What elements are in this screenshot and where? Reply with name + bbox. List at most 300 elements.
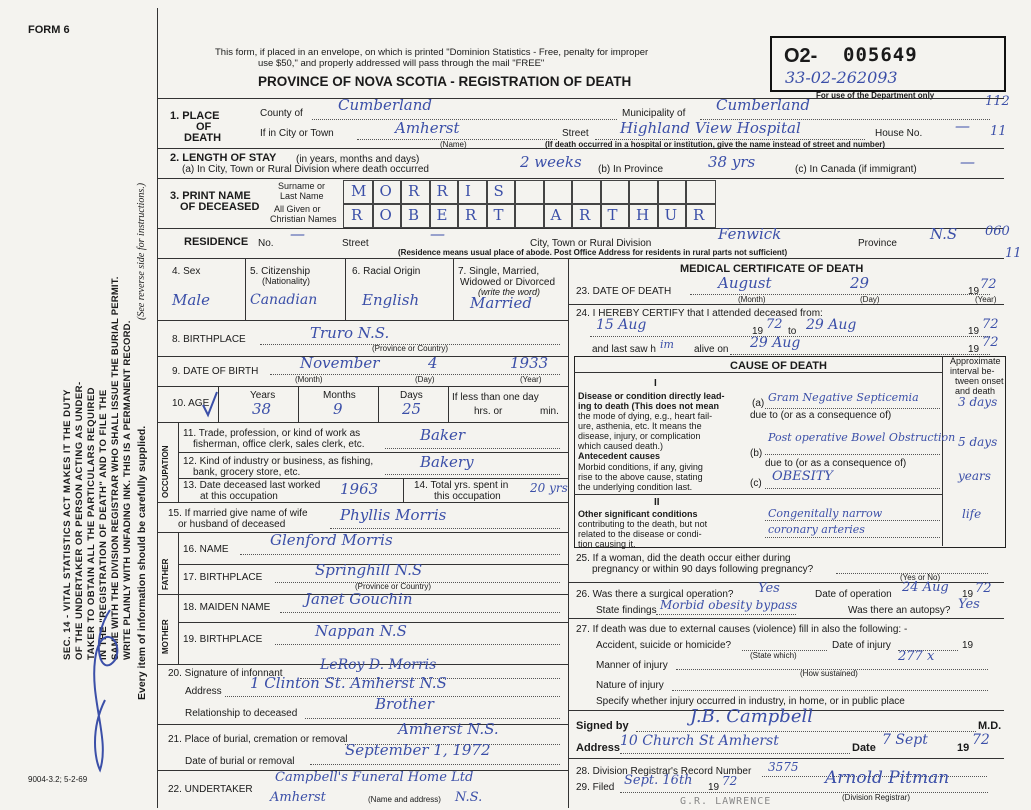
place-label-death: DEATH: [184, 132, 222, 144]
dod-year-caption: (Year): [975, 295, 997, 304]
from-yr: 72: [766, 317, 783, 332]
informant-sig-value: LeRoy D. Morris: [320, 657, 437, 673]
father-birthplace-value: Springhill N.S: [315, 561, 423, 579]
side-notice-line3: TAKER TO OBTAIN ALL THE PARTICULARS REQUIRED: [86, 386, 97, 660]
cond-2: ing to death (This does not mean: [578, 401, 720, 411]
birthplace-caption: (Province or Country): [372, 344, 449, 353]
surname-letter-cell: [457, 180, 488, 204]
mother-name-line: [280, 612, 560, 613]
mother-name-label: 18. MAIDEN NAME: [183, 602, 271, 613]
industry-label: 12. Kind of industry or business, as fishing,: [183, 456, 374, 467]
undertaker-label: 22. UNDERTAKER: [168, 784, 253, 795]
to-label: to: [788, 326, 797, 337]
side-notice-line1: SEC. 14 - VITAL STATISTICS ACT MAKES IT THE DUTY: [62, 388, 73, 660]
row-div-personal: [157, 320, 568, 321]
due-to-label-b: due to (or as a consequence of): [765, 458, 907, 469]
col-div-2: [345, 258, 346, 320]
dod-month-caption: (Month): [738, 295, 766, 304]
medical-date-yr-prefix: 19: [957, 742, 970, 754]
relationship-value: Brother: [375, 695, 434, 713]
ink-signature-scribble: [70, 600, 130, 780]
to-yr: 72: [982, 317, 999, 332]
row-div-q26: [568, 618, 1004, 619]
findings-line: [656, 614, 796, 615]
min-label: min.: [540, 406, 559, 417]
check-mark: [200, 390, 220, 420]
corner-mark: 112: [985, 94, 1010, 109]
specify-label: Specify whether injury occurred in industry, in home, or in public place: [596, 696, 905, 707]
cause-a-line: [765, 408, 940, 409]
surname-label-2: Last Name: [280, 191, 324, 201]
interval-b-value: 5 days: [958, 435, 998, 449]
spouse-label: 15. If married give name of wife: [168, 508, 308, 519]
name-letter: H: [636, 206, 650, 224]
given-letter-cell: [343, 204, 374, 228]
form-title: PROVINCE OF NOVA SCOTIA - REGISTRATION OF DEATH: [258, 74, 632, 89]
registrar-stamp: G.R. LAWRENCE: [680, 796, 772, 807]
alive-label: alive on: [694, 344, 729, 355]
cond-4: ure, asthenia, etc. It means the: [578, 421, 702, 431]
residence-mark: 11: [1005, 246, 1022, 261]
residence-city-label: City, Town or Rural Division: [530, 238, 652, 249]
dob-year-caption: (Year): [520, 375, 542, 384]
cond-3: the mode of dying, e.g., heart fail-: [578, 411, 713, 421]
certify-label: 24. I HEREBY CERTIFY that I attended deceased from:: [576, 308, 823, 319]
q27-label: 27. If death was due to external causes (violence) fill in also the following: -: [576, 624, 908, 635]
divider-top: [157, 98, 1004, 99]
alive-line: [730, 354, 990, 355]
stay-label: 2. LENGTH OF STAY: [170, 152, 277, 164]
dob-month-caption: (Month): [295, 375, 323, 384]
house-value: —: [955, 117, 970, 135]
city-value: Amherst: [395, 119, 460, 137]
citizenship-value: Canadian: [250, 292, 318, 308]
cause-b-label: (b): [750, 448, 763, 459]
name-letter: S: [493, 182, 504, 200]
manner-label: Manner of injury: [596, 660, 668, 671]
marital-label-3: (write the word): [478, 287, 541, 297]
filed-line: [620, 792, 988, 793]
given-letter-cell: [543, 204, 574, 228]
op-yr-prefix: 19: [962, 589, 974, 600]
cond-5: disease, injury, or complication: [578, 431, 701, 441]
given-letter-cell: [514, 204, 545, 228]
dod-label: 23. DATE OF DEATH: [576, 286, 672, 297]
part-ii-div: [574, 494, 942, 495]
street-value: Highland View Hospital: [620, 119, 801, 137]
nature-line: [672, 690, 988, 691]
ante-2: Morbid conditions, if any, giving: [578, 462, 703, 472]
county-value: Cumberland: [338, 96, 433, 114]
side-notice-line7: Every item of information should be carefully supplied.: [136, 425, 148, 700]
name-label-2: OF DECEASED: [180, 201, 260, 213]
divider-after-name: [157, 228, 1004, 229]
interval-c-value: years: [958, 469, 991, 483]
q25-label: 25. If a woman, did the death occur either during: [576, 553, 791, 564]
mother-birthplace-value: Nappan N.S: [315, 622, 407, 640]
spouse-label-2: or husband of deceased: [178, 519, 286, 530]
burial-date-value: September 1, 1972: [345, 741, 491, 759]
dob-year: 1933: [510, 354, 549, 372]
undertaker-province: N.S.: [455, 790, 483, 805]
burial-date-label: Date of burial or removal: [185, 756, 295, 767]
cause-c-label: (c): [750, 478, 762, 489]
cause-b-value: Post operative Bowel Obstruction: [768, 431, 956, 444]
citizenship-label: 5. Citizenship: [250, 266, 311, 277]
interval-label-4: and death: [955, 386, 996, 396]
residence-label: RESIDENCE: [184, 236, 249, 248]
last-worked-label-2: at this occupation: [200, 491, 278, 502]
department-use-label: For use of the Department only: [816, 91, 935, 100]
attended-to: 29 Aug: [806, 317, 857, 333]
residence-street-label: Street: [342, 238, 369, 249]
place-label: 1. PLACE: [170, 110, 220, 122]
given-letter-cell: [457, 204, 488, 228]
dod-year-prefix: 19: [968, 286, 980, 297]
autopsy-value: Yes: [958, 597, 980, 612]
op-yr: 72: [975, 581, 992, 596]
registration-prefix: O2-: [784, 45, 818, 67]
other-2: contributing to the death, but not: [578, 519, 708, 529]
given-letter-cell: [571, 204, 602, 228]
other-line-2: [765, 537, 940, 538]
marital-value: Married: [470, 294, 532, 312]
informant-address-value: 1 Clinton St. Amherst N.S: [250, 674, 447, 692]
name-letter: R: [465, 206, 477, 224]
to-yr-prefix: 19: [968, 326, 980, 337]
cause-a-label: (a): [752, 398, 765, 409]
trade-value: Baker: [420, 426, 466, 444]
name-letter: I: [465, 182, 471, 200]
nature-label: Nature of injury: [596, 680, 664, 691]
surname-label: Surname or: [278, 181, 326, 191]
dob-month: November: [300, 354, 380, 372]
cause-title: CAUSE OF DEATH: [730, 360, 827, 372]
total-label: 14. Total yrs. spent in: [414, 480, 509, 491]
burial-date-line: [310, 764, 560, 765]
occ-side-div: [178, 422, 179, 502]
side-notice-line6: WRITE PLAINLY WITH UNFADING INK. THIS IS A PERMANENT RECORD.: [122, 320, 133, 660]
mother-section-label: MOTHER: [161, 619, 170, 654]
divider-vertical-middle: [568, 258, 569, 808]
how-caption: (How sustained): [800, 669, 858, 678]
other-3: related to the disease or condi-: [578, 529, 702, 539]
county-label: County of: [260, 108, 303, 119]
trade-label: 11. Trade, profession, or kind of work as: [183, 428, 361, 439]
industry-label-2: bank, grocery store, etc.: [193, 467, 301, 478]
industry-line: [385, 474, 560, 475]
age-months: 9: [333, 400, 343, 418]
months-label: Months: [323, 390, 356, 401]
age-div-1: [298, 386, 299, 422]
divider-after-stay: [157, 178, 1004, 179]
relationship-label: Relationship to deceased: [185, 708, 298, 719]
age-div-2: [378, 386, 379, 422]
surname-letter-cell: [685, 180, 716, 204]
name-letter: T: [493, 206, 504, 224]
dod-month: August: [718, 274, 772, 292]
registration-number: 005649: [843, 44, 918, 66]
findings-label: State findings: [596, 605, 657, 616]
father-name-label: 16. NAME: [183, 544, 229, 555]
occ-div-13-14: [403, 478, 404, 502]
surname-letter-cell: [429, 180, 460, 204]
from-yr-prefix: 19: [752, 326, 764, 337]
industry-value: Bakery: [420, 453, 474, 471]
name-label: 3. PRINT NAME: [170, 190, 251, 202]
dod-year: 72: [980, 277, 997, 292]
name-letter: U: [664, 206, 678, 224]
due-to-label-a: due to (or as a consequence of): [750, 410, 892, 421]
racial-label: 6. Racial Origin: [352, 266, 421, 277]
mother-birthplace-label: 19. BIRTHPLACE: [183, 634, 263, 645]
manner-mark: 277 x: [898, 649, 935, 664]
row-div-signature: [568, 758, 1004, 759]
side-notice-line8: (See reverse side for instructions.): [136, 182, 147, 320]
given-letter-cell: [685, 204, 716, 228]
mother-name-value: Janet Gouchin: [305, 590, 413, 608]
name-letter: M: [351, 182, 367, 200]
racial-value: English: [362, 291, 420, 309]
cause-c-line: [765, 488, 940, 489]
spouse-value: Phyllis Morris: [340, 506, 447, 524]
last-worked-label: 13. Date deceased last worked: [183, 480, 321, 491]
stay-c-label: (c) In Canada (if immigrant): [795, 164, 917, 175]
name-letter: E: [436, 206, 448, 224]
cause-a-value: Gram Negative Septicemia: [768, 391, 919, 404]
surname-letter-cell: [571, 180, 602, 204]
total-label-2: this occupation: [434, 491, 501, 502]
age-years: 38: [252, 400, 272, 418]
residence-note: (Residence means usual place of abode. Post Office Address for residents in rural parts not sufficient): [398, 248, 788, 257]
part-i-label: I: [654, 378, 657, 389]
form-number: FORM 6: [28, 24, 70, 36]
surname-letter-cell: [628, 180, 659, 204]
informant-address-label: Address: [185, 686, 222, 697]
place-note: (If death occurred in a hospital or institution, give the name instead of street and number): [545, 140, 886, 149]
findings-value: Morbid obesity bypass: [660, 598, 798, 612]
interval-label-1: Approximate: [950, 356, 1001, 366]
yes-no-caption: (Yes or No): [900, 573, 941, 582]
undertaker-city: Amherst: [270, 790, 326, 805]
col-div-3: [453, 258, 454, 320]
trade-label-2: fisherman, office clerk, sales clerk, etc.: [193, 439, 365, 450]
name-letter: B: [408, 206, 420, 224]
ante-1: Antecedent causes: [578, 451, 661, 461]
postal-notice-line1: This form, if placed in an envelope, on which is printed "Dominion Statistics - Free, penalty for improper: [215, 47, 649, 58]
city-label: If in City or Town: [260, 128, 334, 139]
given-letter-cell: [628, 204, 659, 228]
injury-yr-prefix: 19: [962, 640, 974, 651]
name-letter: T: [607, 206, 618, 224]
given-letter-cell: [400, 204, 431, 228]
surname-letter-cell: [343, 180, 374, 204]
trade-line: [385, 448, 560, 449]
department-number: 33-02-262093: [785, 68, 898, 87]
op-date-label: Date of operation: [815, 589, 892, 600]
total-value: 20 yrs: [530, 481, 568, 495]
cond-1: Disease or condition directly lead-: [578, 391, 725, 401]
row-div-trade: [178, 452, 568, 453]
name-letter: R: [351, 206, 363, 224]
q26-value: Yes: [758, 581, 780, 596]
dod-day-caption: (Day): [860, 295, 880, 304]
row-div-age: [157, 422, 568, 423]
name-letter: R: [579, 206, 591, 224]
birthplace-label: 8. BIRTHPLACE: [172, 334, 246, 345]
registrar-caption: (Division Registrar): [842, 793, 911, 802]
filed-value: Sept. 16th: [624, 773, 693, 788]
name-letter: R: [436, 182, 448, 200]
q26-label: 26. Was there a surgical operation?: [576, 589, 734, 600]
md-label: M.D.: [978, 720, 1002, 732]
name-letter: O: [379, 206, 392, 224]
interval-col-div: [942, 356, 943, 546]
relationship-line: [305, 718, 560, 719]
name-letter: R: [408, 182, 420, 200]
father-birthplace-caption: (Province or Country): [355, 582, 432, 591]
house-mark: 11: [990, 124, 1007, 139]
other-4: tion causing it.: [578, 539, 636, 549]
dob-label: 9. DATE OF BIRTH: [172, 366, 259, 377]
given-label-2: Christian Names: [270, 214, 337, 224]
other-1: Other significant conditions: [578, 509, 698, 519]
medical-address-line: [620, 753, 850, 754]
autopsy-label: Was there an autopsy?: [848, 605, 951, 616]
residence-no-label: No.: [258, 238, 274, 249]
spouse-line: [330, 528, 560, 529]
residence-province-label: Province: [858, 238, 897, 249]
cause-title-underline: [574, 372, 942, 373]
postal-notice-line2: use $50," and properly addressed will pass through the mail "FREE": [258, 58, 545, 69]
interval-label-2: interval be-: [950, 366, 995, 376]
last-worked-value: 1963: [340, 480, 379, 498]
street-label: Street: [562, 128, 589, 139]
age-days: 25: [402, 400, 422, 418]
stay-hint: (in years, months and days): [296, 154, 420, 165]
registrar-signature: Arnold Pitman: [825, 768, 950, 788]
surname-letter-cell: [543, 180, 574, 204]
ante-4: the underlying condition last.: [578, 482, 693, 492]
surname-letter-cell: [400, 180, 431, 204]
interval-label-3: tween onset: [955, 376, 1004, 386]
surname-letter-cell: [372, 180, 403, 204]
row-div-occupation: [157, 502, 568, 503]
surname-letter-cell: [657, 180, 688, 204]
residence-no-value: —: [290, 225, 305, 243]
father-birthplace-label: 17. BIRTHPLACE: [183, 572, 263, 583]
row-div-dod: [568, 304, 1004, 305]
undertaker-caption: (Name and address): [368, 795, 441, 804]
age-div-3: [448, 386, 449, 422]
surname-letter-cell: [514, 180, 545, 204]
municipality-label: Municipality of: [622, 108, 686, 119]
birthplace-value: Truro N.S.: [310, 324, 390, 342]
ante-3: rise to the above cause, stating: [578, 472, 703, 482]
row-div-industry: [178, 478, 568, 479]
less-day-label: If less than one day: [452, 392, 539, 403]
cause-b-line: [765, 454, 940, 455]
father-name-value: Glenford Morris: [270, 531, 393, 549]
other-interval: life: [962, 507, 982, 521]
side-notice-line5: SAME WITH THE DIVISION REGISTRAR WHO SHALL ISSUE THE BURIAL PERMIT.: [110, 276, 121, 660]
physician-address: 10 Church St Amherst: [620, 733, 779, 749]
father-name-line: [240, 554, 560, 555]
interval-a-value: 3 days: [958, 395, 998, 409]
residence-province-value: N.S: [930, 225, 958, 243]
parent-side-div: [178, 532, 179, 664]
dod-day: 29: [850, 274, 870, 292]
side-notice-line2: OF THE UNDERTAKER OR PERSON ACTING AS UNDER-: [74, 381, 85, 660]
medical-title: MEDICAL CERTIFICATE OF DEATH: [680, 263, 864, 275]
residence-province-mark: 060: [985, 224, 1010, 239]
county-line: [312, 119, 617, 120]
other-line-1: [765, 520, 940, 521]
date-label-medical: Date: [852, 742, 876, 754]
burial-place-label: 21. Place of burial, cremation or removal: [168, 734, 348, 745]
citizenship-sub: (Nationality): [262, 276, 311, 286]
father-section-label: FATHER: [161, 558, 170, 590]
record-label: 28. Division Registrar's Record Number: [576, 766, 752, 777]
cause-c-value: OBESITY: [772, 469, 833, 484]
dob-day: 4: [428, 354, 438, 372]
surname-letter-cell: [600, 180, 631, 204]
given-letter-cell: [657, 204, 688, 228]
informant-sig-label: 20. Signature of infonnant: [168, 668, 283, 679]
city-name-caption: (Name): [440, 140, 467, 149]
stay-a-value: 2 weeks: [520, 153, 582, 171]
dod-line: [690, 294, 990, 295]
part-ii-label: II: [654, 497, 660, 508]
signed-by-label: Signed by: [576, 720, 629, 732]
given-letter-cell: [372, 204, 403, 228]
name-letter: R: [693, 206, 705, 224]
place-label-of: OF: [196, 121, 212, 133]
last-saw-him: im: [660, 338, 674, 351]
op-date-value: 24 Aug: [902, 580, 949, 595]
stay-a-label: (a) In City, Town or Rural Division where death occurred: [182, 164, 429, 175]
address-label-medical: Address: [576, 742, 621, 754]
municipality-value: Cumberland: [716, 96, 811, 114]
other-value-2: coronary arteries: [768, 523, 865, 536]
age-label: 10. AGE: [172, 398, 210, 409]
form-left-border: [157, 8, 158, 808]
occupation-section-label: OCCUPATION: [161, 445, 170, 498]
days-label: Days: [400, 390, 423, 401]
sex-value: Male: [172, 291, 210, 309]
divider-after-residence: [157, 258, 1004, 259]
filed-yr: 72: [722, 774, 738, 788]
sex-label: 4. Sex: [172, 266, 201, 277]
physician-signature: J.B. Campbell: [690, 706, 813, 727]
hrs-label: hrs. or: [474, 406, 503, 417]
state-which-caption: (State which): [750, 651, 797, 660]
residence-street-value: —: [430, 225, 445, 243]
accident-label: Accident, suicide or homicide?: [596, 640, 732, 651]
alive-yr: 72: [982, 335, 999, 350]
filed-label: 29. Filed: [576, 782, 615, 793]
years-label: Years: [250, 390, 276, 401]
side-notice-line4: IN THE "REGISTRATION OF DEATH" AND TO FILE THE: [98, 389, 109, 660]
name-letter: A: [550, 206, 562, 224]
attended-from: 15 Aug: [596, 317, 647, 333]
alive-on-value: 29 Aug: [750, 335, 801, 351]
undertaker-value: Campbell's Funeral Home Ltd: [275, 770, 474, 785]
residence-city-value: Fenwick: [718, 225, 782, 243]
alive-yr-prefix: 19: [968, 344, 980, 355]
name-letter: O: [379, 182, 392, 200]
col-div-1: [245, 258, 246, 320]
